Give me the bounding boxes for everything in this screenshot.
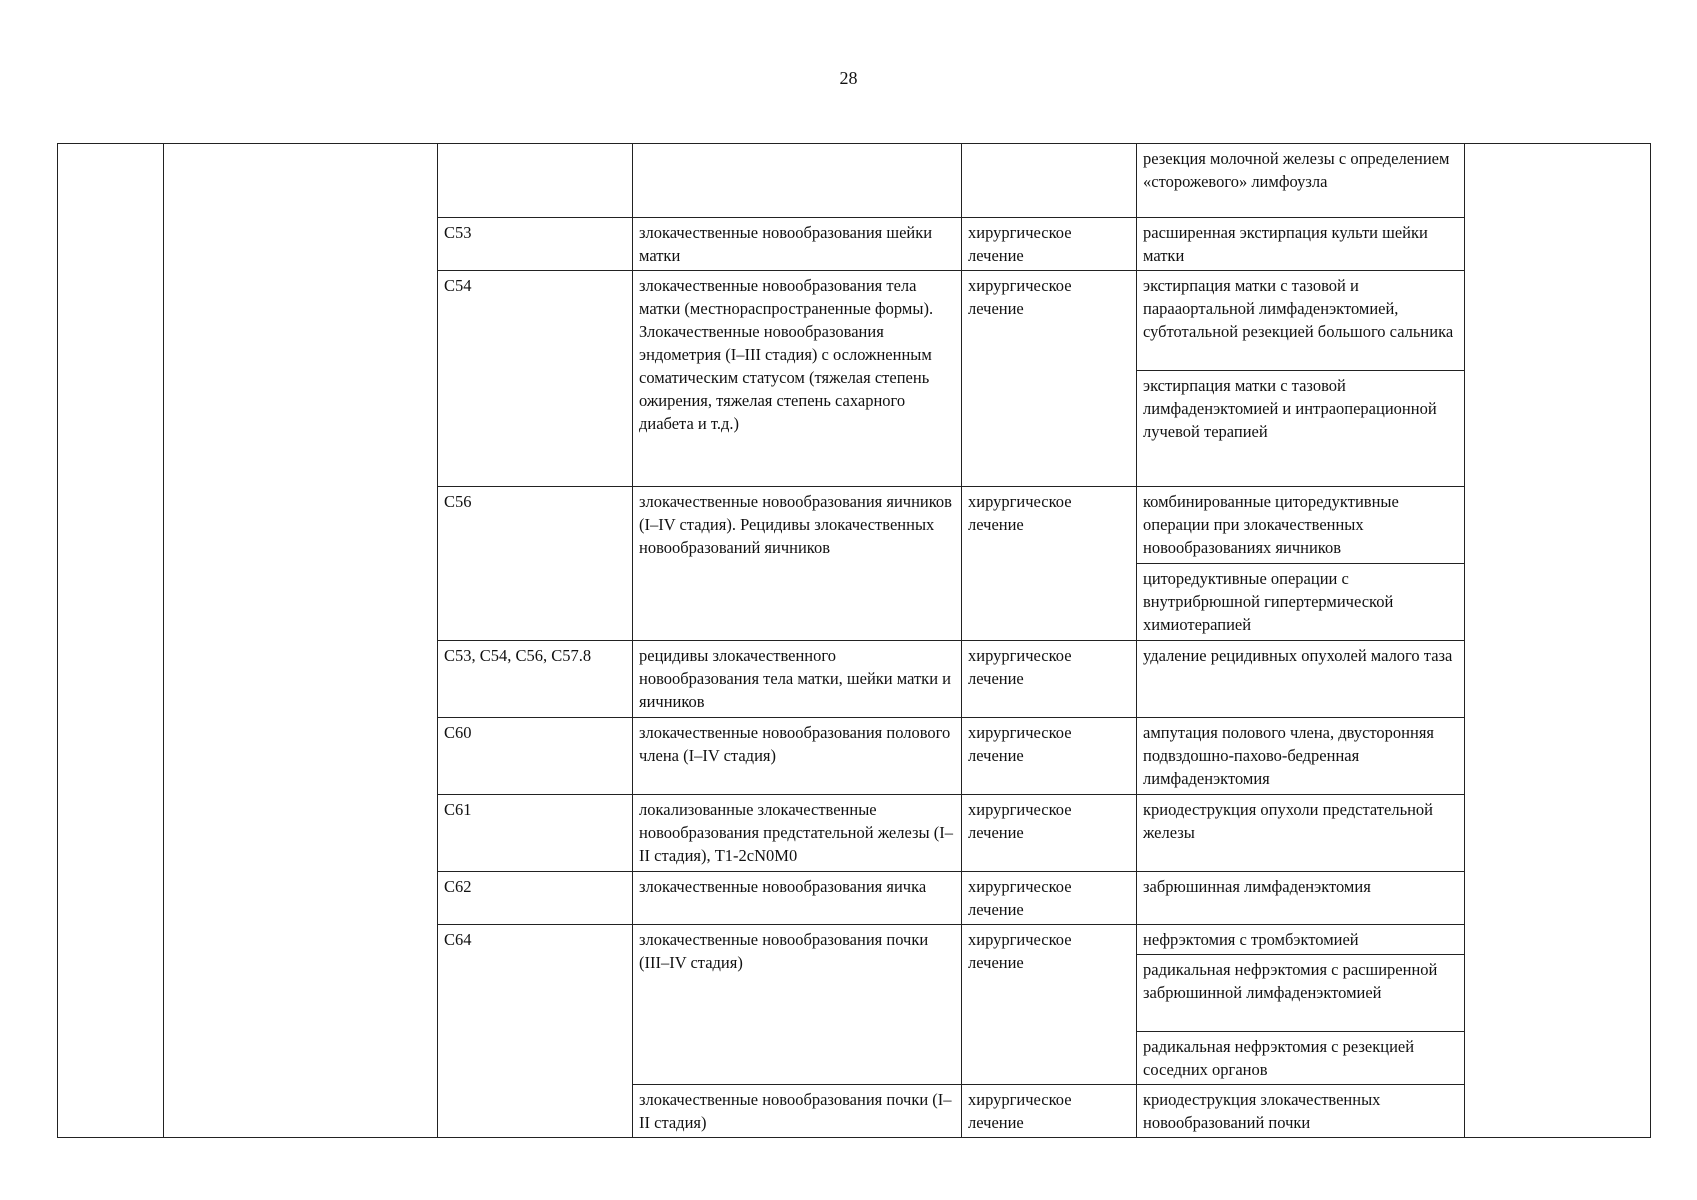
- code-cell: C53, C54, C56, C57.8: [438, 641, 633, 718]
- treatment-cell: хирургическое лечение: [962, 795, 1137, 872]
- diagnosis-cell: злокачественные новообразования яичка: [633, 872, 962, 925]
- diagnosis-cell: злокачественные новообразования тела матки (местнораспространенные формы). Злокачественные новообразования эндометрия (I–III стадия) с осложненным соматическим статусом (тяжелая степень ожирения, тяжелая степень сахарного диабета и т.д.): [633, 271, 962, 487]
- standard-cell: [1465, 144, 1651, 1138]
- treatment-cell: хирургическое лечение: [962, 271, 1137, 487]
- table-row: [58, 144, 1651, 218]
- medical-care-table: [57, 143, 1651, 1138]
- treatment-cell: хирургическое лечение: [962, 1085, 1137, 1138]
- method-cell: криодеструкция злокачественных новообразований почки: [1137, 1085, 1465, 1138]
- method-cell: нефрэктомия с тромбэктомией: [1137, 925, 1465, 955]
- diagnosis-cell: рецидивы злокачественного новообразования тела матки, шейки матки и яичников: [633, 641, 962, 718]
- code-cell: C62: [438, 872, 633, 925]
- treatment-cell: хирургическое лечение: [962, 218, 1137, 271]
- treatment-cell: хирургическое лечение: [962, 872, 1137, 925]
- method-cell: радикальная нефрэктомия с расширенной забрюшинной лимфаденэктомией: [1137, 955, 1465, 1032]
- method-cell: комбинированные циторедуктивные операции при злокачественных новообразованиях яичников: [1137, 487, 1465, 564]
- diagnosis-cell: злокачественные новообразования почки (I–II стадия): [633, 1085, 962, 1138]
- diagnosis-cell: злокачественные новообразования почки (III–IV стадия): [633, 925, 962, 1085]
- method-cell: удаление рецидивных опухолей малого таза: [1137, 641, 1465, 718]
- method-cell: экстирпация матки с тазовой и парааортальной лимфаденэктомией, субтотальной резекцией большого сальника: [1137, 271, 1465, 371]
- diagnosis-cell: локализованные злокачественные новообразования предстательной железы (I–II стадия), T1-2cN0M0: [633, 795, 962, 872]
- method-cell: резекция молочной железы с определением «сторожевого» лимфоузла: [1137, 144, 1465, 218]
- diagnosis-cell: злокачественные новообразования яичников (I–IV стадия). Рецидивы злокачественных новообразований яичников: [633, 487, 962, 641]
- treatment-cell: [962, 144, 1137, 218]
- diagnosis-cell: [633, 144, 962, 218]
- treatment-cell: хирургическое лечение: [962, 641, 1137, 718]
- index-cell: [58, 144, 164, 1138]
- treatment-cell: хирургическое лечение: [962, 925, 1137, 1085]
- method-cell: расширенная экстирпация культи шейки матки: [1137, 218, 1465, 271]
- code-cell: C56: [438, 487, 633, 641]
- code-cell: C60: [438, 718, 633, 795]
- method-cell: ампутация полового члена, двусторонняя подвздошно-пахово-бедренная лимфаденэктомия: [1137, 718, 1465, 795]
- method-cell: циторедуктивные операции с внутрибрюшной гипертермической химиотерапией: [1137, 564, 1465, 641]
- code-cell: [438, 144, 633, 218]
- page-number: 28: [839, 68, 858, 88]
- method-cell: забрюшинная лимфаденэктомия: [1137, 872, 1465, 925]
- treatment-cell: хирургическое лечение: [962, 718, 1137, 795]
- care-type-cell: [164, 144, 438, 1138]
- diagnosis-cell: злокачественные новообразования полового члена (I–IV стадия): [633, 718, 962, 795]
- method-cell: криодеструкция опухоли предстательной железы: [1137, 795, 1465, 872]
- treatment-cell: хирургическое лечение: [962, 487, 1137, 641]
- method-cell: экстирпация матки с тазовой лимфаденэктомией и интраоперационной лучевой терапией: [1137, 371, 1465, 487]
- diagnosis-cell: злокачественные новообразования шейки матки: [633, 218, 962, 271]
- code-cell: C54: [438, 271, 633, 487]
- method-cell: радикальная нефрэктомия с резекцией соседних органов: [1137, 1032, 1465, 1085]
- code-cell: C61: [438, 795, 633, 872]
- code-cell: C53: [438, 218, 633, 271]
- code-cell: C64: [438, 925, 633, 1138]
